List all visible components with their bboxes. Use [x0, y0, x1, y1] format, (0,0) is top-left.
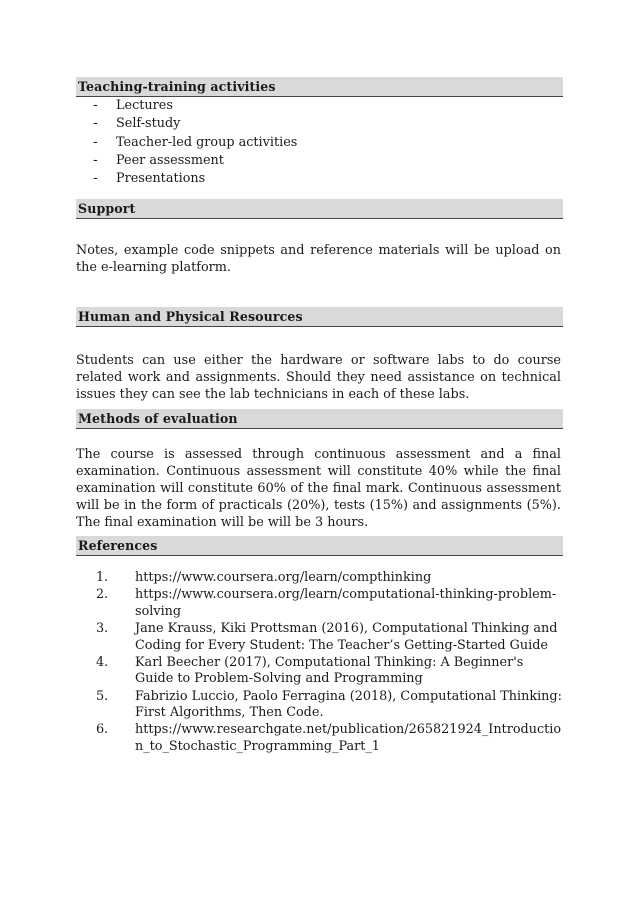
bullet-dash: - [93, 133, 98, 150]
reference-item [96, 689, 564, 722]
activity-label: Self-study [116, 116, 181, 132]
reference-item [96, 722, 564, 755]
reference-number: 3. [96, 620, 109, 636]
section-header-support: Support [76, 199, 563, 219]
reference-number: 5. [96, 688, 109, 704]
evaluation-paragraph: The course is assessed through continuous assessment and a final examination. Continuous assessment will constitute 40% while the final examination will constitute 60% of the final mark. Continuous assessment will be in the form of practicals (20%), tests (15%) and assignments (5%). The final examination will be will be 3 hours. [76, 447, 561, 530]
reference-item [96, 621, 564, 654]
bullet-dash: - [93, 170, 98, 187]
section-header-resources: Human and Physical Resources [76, 307, 563, 327]
activity-label: Presentations [116, 171, 206, 187]
reference-text: Fabrizio Luccio, Paolo Ferragina (2018), Computational Thinking: First Algorithms, Then Code. [135, 688, 562, 721]
support-paragraph: Notes, example code snippets and reference materials will be upload on the e-learning platform. [76, 243, 561, 275]
list-item [93, 151, 297, 169]
activity-label: Lectures [116, 98, 173, 113]
reference-item [96, 655, 564, 688]
bullet-dash: - [93, 151, 98, 168]
resources-paragraph: Students can use either the hardware or software labs to do course related work and assignments. Should they need assistance on technical issues they can see the lab technicians in each of these labs. [76, 353, 561, 402]
reference-number: 6. [96, 722, 109, 738]
reference-link[interactable]: https://www.coursera.org/learn/computational-thinking-problem-solving [135, 587, 557, 619]
bullet-dash: - [93, 97, 98, 113]
reference-text: Karl Beecher (2017), Computational Thinking: A Beginner's Guide to Problem-Solving and Programming [135, 654, 524, 687]
list-item [93, 96, 297, 114]
activities-list [93, 96, 297, 187]
reference-link[interactable]: https://www.researchgate.net/publication/265821924_Introduction_to_Stochastic_Programming_Part_1 [135, 722, 562, 754]
list-item [93, 114, 297, 132]
reference-text: Jane Krauss, Kiki Prottsman (2016), Computational Thinking and Coding for Every Student: The Teacher’s Getting-Started Guide [135, 620, 558, 653]
section-header-evaluation: Methods of evaluation [76, 409, 563, 429]
bullet-dash: - [93, 115, 98, 132]
reference-number: 1. [96, 570, 109, 585]
list-item [93, 169, 297, 187]
reference-item [96, 570, 564, 587]
references-list [96, 570, 564, 756]
activity-label: Teacher-led group activities [116, 134, 298, 150]
section-header-teaching: Teaching-training activities [76, 77, 563, 97]
list-item [93, 133, 297, 151]
section-header-references: References [76, 536, 563, 556]
reference-number: 4. [96, 654, 109, 670]
reference-number: 2. [96, 587, 109, 603]
reference-item [96, 587, 564, 620]
reference-link[interactable]: https://www.coursera.org/learn/compthinking [135, 570, 432, 585]
activity-label: Peer assessment [116, 152, 224, 168]
